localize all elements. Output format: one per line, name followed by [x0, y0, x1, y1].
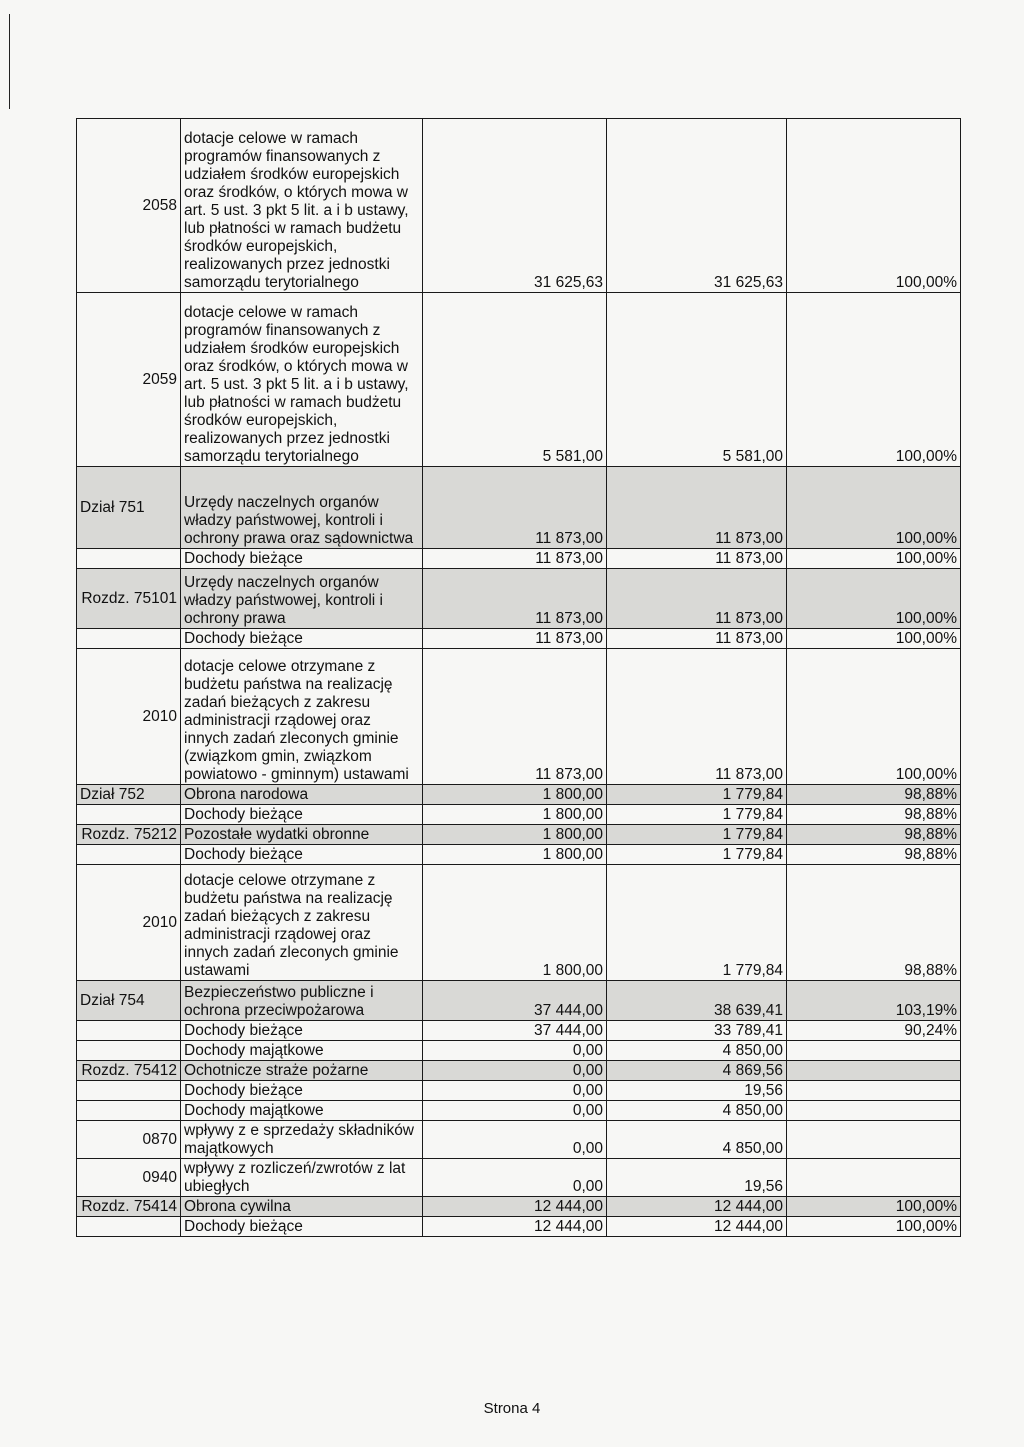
- table-row: [77, 805, 961, 825]
- table-row: [77, 119, 961, 293]
- row-plan-value: 31 625,63: [423, 119, 607, 293]
- table-row: [77, 1021, 961, 1041]
- row-percent: 90,24%: [787, 1021, 961, 1041]
- row-plan-value: 11 873,00: [423, 569, 607, 629]
- row-description: Ochotnicze straże pożarne: [181, 1061, 423, 1081]
- row-code: [77, 629, 181, 649]
- row-code: [77, 1101, 181, 1121]
- table-row: [77, 293, 961, 467]
- row-code: 0940: [77, 1159, 181, 1197]
- table-row: [77, 785, 961, 805]
- row-executed-value: 11 873,00: [607, 649, 787, 785]
- row-percent: 100,00%: [787, 1217, 961, 1237]
- row-plan-value: 11 873,00: [423, 467, 607, 549]
- row-description: Bezpieczeństwo publiczne i ochrona przeciwpożarowa: [181, 981, 423, 1021]
- table-row: [77, 845, 961, 865]
- row-percent: 98,88%: [787, 825, 961, 845]
- row-plan-value: 37 444,00: [423, 981, 607, 1021]
- row-executed-value: 12 444,00: [607, 1197, 787, 1217]
- row-percent: 98,88%: [787, 845, 961, 865]
- row-percent: [787, 1101, 961, 1121]
- row-plan-value: 1 800,00: [423, 785, 607, 805]
- row-description: Urzędy naczelnych organów władzy państwowej, kontroli i ochrony prawa oraz sądownictwa: [181, 467, 423, 549]
- row-executed-value: 1 779,84: [607, 825, 787, 845]
- row-executed-value: 11 873,00: [607, 569, 787, 629]
- row-executed-value: 1 779,84: [607, 785, 787, 805]
- row-plan-value: 11 873,00: [423, 629, 607, 649]
- row-description: dotacje celowe w ramach programów finansowanych z udziałem środków europejskich oraz środków, o których mowa w art. 5 ust. 3 pkt 5 lit. a i b ustawy, lub płatności w ramach budżetu środków europejskich, realizowanych przez jednostki samorządu terytorialnego: [181, 119, 423, 293]
- row-plan-value: 11 873,00: [423, 549, 607, 569]
- row-executed-value: 11 873,00: [607, 549, 787, 569]
- row-plan-value: 0,00: [423, 1101, 607, 1121]
- row-code: Rozdz. 75414: [77, 1197, 181, 1217]
- row-executed-value: 11 873,00: [607, 629, 787, 649]
- table-row: [77, 1197, 961, 1217]
- row-percent: 100,00%: [787, 649, 961, 785]
- row-executed-value: 33 789,41: [607, 1021, 787, 1041]
- row-percent: [787, 1041, 961, 1061]
- row-percent: 98,88%: [787, 805, 961, 825]
- row-plan-value: 11 873,00: [423, 649, 607, 785]
- row-percent: [787, 1121, 961, 1159]
- row-percent: 100,00%: [787, 1197, 961, 1217]
- row-code: 2058: [77, 119, 181, 293]
- row-plan-value: 12 444,00: [423, 1197, 607, 1217]
- row-plan-value: 1 800,00: [423, 845, 607, 865]
- row-plan-value: 0,00: [423, 1121, 607, 1159]
- table-row: [77, 629, 961, 649]
- row-executed-value: 19,56: [607, 1081, 787, 1101]
- table-row: [77, 1101, 961, 1121]
- table-row: [77, 1081, 961, 1101]
- row-percent: [787, 1159, 961, 1197]
- budget-table: [76, 118, 961, 1237]
- row-code: [77, 1041, 181, 1061]
- row-executed-value: 1 779,84: [607, 805, 787, 825]
- row-description: Dochody bieżące: [181, 1217, 423, 1237]
- row-executed-value: 5 581,00: [607, 293, 787, 467]
- row-percent: 100,00%: [787, 119, 961, 293]
- row-code: [77, 1081, 181, 1101]
- row-plan-value: 0,00: [423, 1041, 607, 1061]
- table-row: [77, 865, 961, 981]
- row-executed-value: 19,56: [607, 1159, 787, 1197]
- row-code: 2059: [77, 293, 181, 467]
- table-row: [77, 1217, 961, 1237]
- row-code: [77, 549, 181, 569]
- row-code: Dział 754: [77, 981, 181, 1021]
- table-row: [77, 825, 961, 845]
- page-number: Strona 4: [483, 1400, 541, 1417]
- row-description: Dochody bieżące: [181, 1081, 423, 1101]
- row-plan-value: 37 444,00: [423, 1021, 607, 1041]
- row-code: [77, 1021, 181, 1041]
- row-plan-value: 0,00: [423, 1159, 607, 1197]
- row-plan-value: 1 800,00: [423, 805, 607, 825]
- row-description: Obrona narodowa: [181, 785, 423, 805]
- row-executed-value: 1 779,84: [607, 865, 787, 981]
- row-percent: 103,19%: [787, 981, 961, 1021]
- row-description: Dochody bieżące: [181, 1021, 423, 1041]
- row-description: dotacje celowe otrzymane z budżetu państwa na realizację zadań bieżących z zakresu administracji rządowej oraz innych zadań zleconych gminie ustawami: [181, 865, 423, 981]
- row-description: wpływy z rozliczeń/zwrotów z lat ubiegłych: [181, 1159, 423, 1197]
- row-percent: 98,88%: [787, 785, 961, 805]
- row-executed-value: 4 850,00: [607, 1101, 787, 1121]
- row-code: Rozdz. 75212: [77, 825, 181, 845]
- row-plan-value: 0,00: [423, 1061, 607, 1081]
- table-row: [77, 1041, 961, 1061]
- row-description: dotacje celowe otrzymane z budżetu państwa na realizację zadań bieżących z zakresu administracji rządowej oraz innych zadań zleconych gminie (związkom gmin, związkom powiatowo - gminnym) ustawami: [181, 649, 423, 785]
- row-percent: 100,00%: [787, 467, 961, 549]
- row-percent: [787, 1061, 961, 1081]
- table-row: [77, 1159, 961, 1197]
- row-description: Dochody bieżące: [181, 629, 423, 649]
- row-executed-value: 11 873,00: [607, 467, 787, 549]
- row-plan-value: 12 444,00: [423, 1217, 607, 1237]
- row-code: [77, 845, 181, 865]
- table-row: [77, 569, 961, 629]
- row-code: 2010: [77, 865, 181, 981]
- row-percent: 100,00%: [787, 549, 961, 569]
- row-executed-value: 31 625,63: [607, 119, 787, 293]
- row-description: dotacje celowe w ramach programów finansowanych z udziałem środków europejskich oraz środków, o których mowa w art. 5 ust. 3 pkt 5 lit. a i b ustawy, lub płatności w ramach budżetu środków europejskich, realizowanych przez jednostki samorządu terytorialnego: [181, 293, 423, 467]
- row-executed-value: 4 850,00: [607, 1121, 787, 1159]
- row-executed-value: 12 444,00: [607, 1217, 787, 1237]
- row-description: Obrona cywilna: [181, 1197, 423, 1217]
- margin-line: [9, 14, 10, 109]
- row-code: 2010: [77, 649, 181, 785]
- row-percent: 100,00%: [787, 629, 961, 649]
- row-description: Dochody majątkowe: [181, 1101, 423, 1121]
- row-plan-value: 1 800,00: [423, 865, 607, 981]
- row-code: Dział 751: [77, 467, 181, 549]
- row-code: 0870: [77, 1121, 181, 1159]
- row-executed-value: 4 850,00: [607, 1041, 787, 1061]
- table-row: [77, 981, 961, 1021]
- row-description: Dochody bieżące: [181, 805, 423, 825]
- table-row: [77, 549, 961, 569]
- row-plan-value: 0,00: [423, 1081, 607, 1101]
- row-code: [77, 805, 181, 825]
- row-code: Rozdz. 75412: [77, 1061, 181, 1081]
- row-code: Dział 752: [77, 785, 181, 805]
- row-plan-value: 1 800,00: [423, 825, 607, 845]
- row-description: Dochody bieżące: [181, 845, 423, 865]
- row-description: Dochody bieżące: [181, 549, 423, 569]
- row-code: Rozdz. 75101: [77, 569, 181, 629]
- table-row: [77, 467, 961, 549]
- table-row: [77, 649, 961, 785]
- row-description: Pozostałe wydatki obronne: [181, 825, 423, 845]
- row-percent: 100,00%: [787, 569, 961, 629]
- table-row: [77, 1121, 961, 1159]
- row-code: [77, 1217, 181, 1237]
- row-executed-value: 38 639,41: [607, 981, 787, 1021]
- row-executed-value: 1 779,84: [607, 845, 787, 865]
- row-percent: 98,88%: [787, 865, 961, 981]
- row-plan-value: 5 581,00: [423, 293, 607, 467]
- row-description: Urzędy naczelnych organów władzy państwowej, kontroli i ochrony prawa: [181, 569, 423, 629]
- row-executed-value: 4 869,56: [607, 1061, 787, 1081]
- row-description: wpływy z e sprzedaży składników majątkowych: [181, 1121, 423, 1159]
- row-percent: 100,00%: [787, 293, 961, 467]
- table-row: [77, 1061, 961, 1081]
- row-description: Dochody majątkowe: [181, 1041, 423, 1061]
- row-percent: [787, 1081, 961, 1101]
